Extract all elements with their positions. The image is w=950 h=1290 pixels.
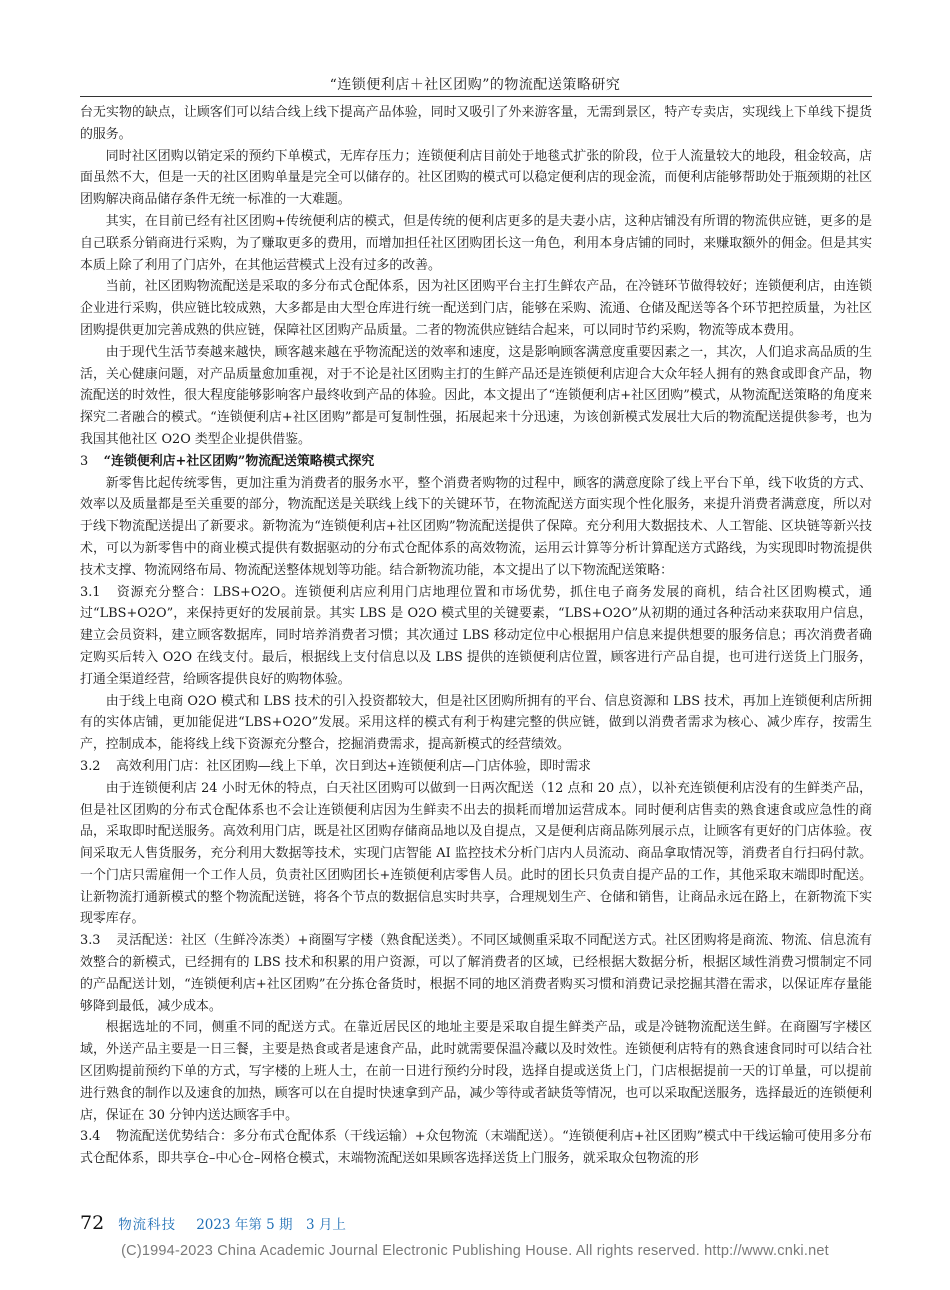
article-body [80, 102, 872, 1170]
section-heading [80, 451, 872, 473]
subsection-lead: 资源充分整合：LBS+O2O。 [115, 584, 295, 600]
paragraph-text: 连锁便利店应利用门店地理位置和市场优势，抓住电子商务发展的商机，结合社区团购模式，通过“LBS+O2O”，来保持更好的发展前景。其实 LBS 是 O2O 模式里的关键要素，“LBS+O2O”从初期的通过各种活动来获取用户信息，建立会员资料，建立顾客数据库，同时培养消费者习惯；其次通过 LBS 移动定位中心根据用户信息来提供想要的服务信息；再次消费者确定购买后转入 O2O 在线支付。最后，根据线上支付信息以及 LBS 提供的连锁便利店位置，顾客进行产品自提，也可进行送货上门服务，打通全渠道经营，给顾客提供良好的购物体验。 [80, 584, 872, 687]
paragraph: 根据选址的不同，侧重不同的配送方式。在靠近居民区的地址主要是采取自提生鲜类产品，或是冷链物流配送生鲜。在商圈写字楼区域，外送产品主要是一日三餐，主要是热食或者是速食产品，此时就需要保温冷藏以及时效性。连锁便利店特有的熟食速食同时可以结合社区团购提前预约下单的方式，写字楼的上班人士，在前一日进行预约分时段，选择自提或送货上门，门店根据提前一天的订单量，可以提前进行熟食的制作以及速食的加热，顾客可以在自提时快速拿到产品，减少等待或者缺货等情况，也可以采取配送服务，选择最近的连锁便利店，保证在 30 分钟内送达顾客手中。 [80, 1020, 872, 1123]
subsection-title: 高效利用门店：社区团购—线上下单，次日到达+连锁便利店—门店体验，即时需求 [115, 758, 591, 774]
page-number: 72 [80, 1212, 105, 1234]
subsection-paragraph [80, 930, 872, 1017]
journal-issue: 2023 年第 5 期 3 月上 [196, 1217, 346, 1233]
paragraph: 台无实物的缺点，让顾客们可以结合线上线下提高产品体验，同时又吸引了外来游客量，无需到景区，特产专卖店，实现线上下单线下提货的服务。 [80, 105, 872, 142]
copyright-notice: (C)1994-2023 China Academic Journal Electronic Publishing House. All rights reserved. http://www.cnki.net [121, 1243, 829, 1259]
paragraph: 其实，在目前已经有社区团购+传统便利店的模式，但是传统的便利店更多的是夫妻小店，这种店铺没有所谓的物流供应链，更多的是自己联系分销商进行采购，为了赚取更多的费用，而增加担任社区团购团长这一角色，利用本身店铺的同时，来赚取额外的佣金。但是其实本质上除了利用了门店外，在其他运营模式上没有过多的改善。 [80, 213, 872, 273]
header-rule [80, 96, 872, 97]
subsection-number: 3.2 [80, 758, 101, 774]
page-footer [80, 1212, 872, 1234]
journal-name: 物流科技 [118, 1217, 177, 1233]
paragraph-text: 社区团购将是商流、物流、信息流有效整合的新模式，已经拥有的 LBS 技术和积累的用户资源，可以了解消费者的区域，已经根据大数据分析，根据区域性消费习惯制定不同的产品配送计划，“连锁便利店+社区团购”在分拣仓备货时，根据不同的地区消费者购买习惯和消费记录挖掘其潜在需求，以保证库存量能够降到最低，减少成本。 [80, 933, 873, 1014]
subsection-number: 3.1 [80, 584, 101, 600]
paragraph: 同时社区团购以销定采的预约下单模式，无库存压力；连锁便利店目前处于地毯式扩张的阶段，位于人流量较大的地段，租金较高，店面虽然不大，但是一天的社区团购单量是完全可以储存的。社区团购的模式可以稳定便利店的现金流，而便利店能够帮助处于瓶颈期的社区团购解决商品储存条件无统一标准的一大难题。 [80, 148, 872, 208]
running-header: “连锁便利店＋社区团购”的物流配送策略研究 [329, 77, 621, 93]
subsection-lead: 灵活配送：社区（生鲜冷冻类）+商圈写字楼（熟食配送类）。不同区域侧重采取不同配送方式。 [115, 933, 665, 949]
subsection-paragraph [80, 1126, 872, 1170]
subsection-heading [80, 756, 872, 778]
paragraph: 由于线上电商 O2O 模式和 LBS 技术的引入投资都较大，但是社区团购所拥有的平台、信息资源和 LBS 技术，再加上连锁便利店所拥有的实体店铺，更加能促进“LBS+O2O”发展。采用这样的模式有利于构建完整的供应链，做到以消费者需求为核心、减少库存，按需生产，控制成本，能将线上线下资源充分整合，挖掘消费需求，提高新模式的经营绩效。 [80, 693, 872, 753]
paragraph: 由于现代生活节奏越来越快，顾客越来越在乎物流配送的效率和速度，这是影响顾客满意度重要因素之一，其次，人们追求高品质的生活，关心健康问题，对产品质量愈加重视，对于不论是社区团购主打的生鲜产品还是连锁便利店迎合大众年轻人拥有的熟食或即食产品，物流配送的时效性，很大程度能够影响客户最终收到产品的体验。因此，本文提出了“连锁便利店+社区团购”模式，从物流配送策略的角度来探究二者融合的模式。“连锁便利店+社区团购”都是可复制性强，拓展起来十分迅速，为该创新模式发展壮大后的物流配送提供参考，也为我国其他社区 O2O 类型企业提供借鉴。 [80, 344, 872, 447]
subsection-number: 3.3 [80, 933, 101, 949]
paragraph-text: “连锁便利店+社区团购”模式中干线运输可使用多分布式仓配体系，即共享仓–中心仓–网格仓模式，末端物流配送如果顾客选择送货上门服务，就采取众包物流的形 [80, 1129, 872, 1167]
subsection-number: 3.4 [80, 1129, 101, 1145]
paragraph: 当前，社区团购物流配送是采取的多分布式仓配体系，因为社区团购平台主打生鲜农产品，在冷链环节做得较好；连锁便利店，由连锁企业进行采购，供应链比较成熟，大多都是由大型仓库进行统一配送到门店，能够在采购、流通、仓储及配送等各个环节把控质量，为社区团购提供更加完善成熟的供应链，保障社区团购产品质量。二者的物流供应链结合起来，可以同时节约采购，物流等成本费用。 [80, 279, 872, 338]
section-number: 3 [80, 453, 89, 469]
subsection-lead: 物流配送优势结合：多分布式仓配体系（干线运输）+众包物流（末端配送）。 [115, 1129, 563, 1145]
paragraph: 新零售比起传统零售，更加注重为消费者的服务水平，整个消费者购物的过程中，顾客的满意度除了线上平台下单，线下收货的方式、效率以及质量都是至关重要的部分，物流配送是关联线上线下的关键环节，在物流配送方面实现个性化服务，来提升消费者满意度，所以对于线下物流配送提出了新要求。新物流为“连锁便利店+社区团购”物流配送提供了保障。充分利用大数据技术、人工智能、区块链等新兴技术，可以为新零售中的商业模式提供有数据驱动的分布式仓配体系的高效物流，运用云计算等分析计算配送方式路线，为实现即时物流提供技术支撑、物流网络布局、物流配送整体规划等功能。结合新物流功能，本文提出了以下物流配送策略： [80, 475, 872, 578]
paragraph: 由于连锁便利店 24 小时无休的特点，白天社区团购可以做到一日两次配送（12 点和 20 点），以补充连锁便利店没有的生鲜类产品，但是社区团购的分布式仓配体系也不会让连锁便利店因为生鲜卖不出去的损耗而增加运营成本。同时便利店售卖的熟食速食或应急性的商品，采取即时配送服务。高效利用门店，既是社区团购存储商品地以及自提点，又是便利店商品陈列展示点，让顾客有更好的门店体验。夜间采取无人售货服务，充分利用大数据等技术，实现门店智能 AI 监控技术分析门店内人员流动、商品拿取情况等，消费者自行扫码付款。一个门店只需雇佣一个工作人员，负责社区团购团长+连锁便利店零售人员。此时的团长只负责自提产品的工作，其他采取末端即时配送。让新物流打通新模式的整个物流配送链，将各个节点的数据信息实时共享，合理规划生产、仓储和销售，让商品永远在路上，在新物流下实现零库存。 [80, 780, 872, 927]
section-title: “连锁便利店+社区团购”物流配送策略模式探究 [103, 453, 375, 469]
subsection-paragraph [80, 582, 872, 691]
